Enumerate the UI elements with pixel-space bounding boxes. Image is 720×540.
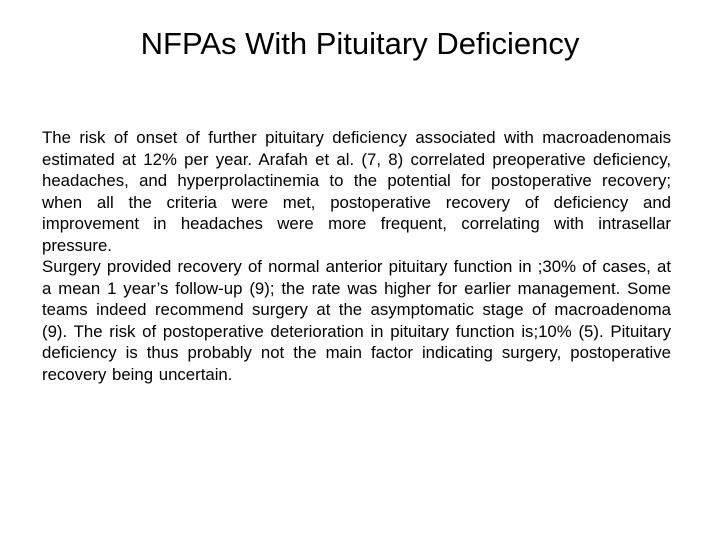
body-paragraph-1: The risk of onset of further pituitary deficiency associated with macroadenomais estimated at 12% per year. Arafah et al. (7, 8) correlated preoperative deficiency, headaches, and hyperprolactinemia to the potential for postoperative recovery; when all the criteria were met, postoperative recovery of deficiency and improvement in headaches were more frequent, correlating with intrasellar pressure. [42, 128, 671, 255]
slide-body [42, 127, 671, 385]
body-paragraph-2: Surgery provided recovery of normal anterior pituitary function in ;30% of cases, at a mean 1 year’s follow-up (9); the rate was higher for earlier management. Some teams indeed recommend surgery at the asymptomatic stage of macroadenoma (9). The risk of postoperative deterioration in pituitary function is;10% (5). Pituitary deficiency is thus probably not the main factor indicating surgery, postoperative recovery being uncertain. [42, 257, 671, 384]
slide-title: NFPAs With Pituitary Deficiency [140, 26, 580, 61]
